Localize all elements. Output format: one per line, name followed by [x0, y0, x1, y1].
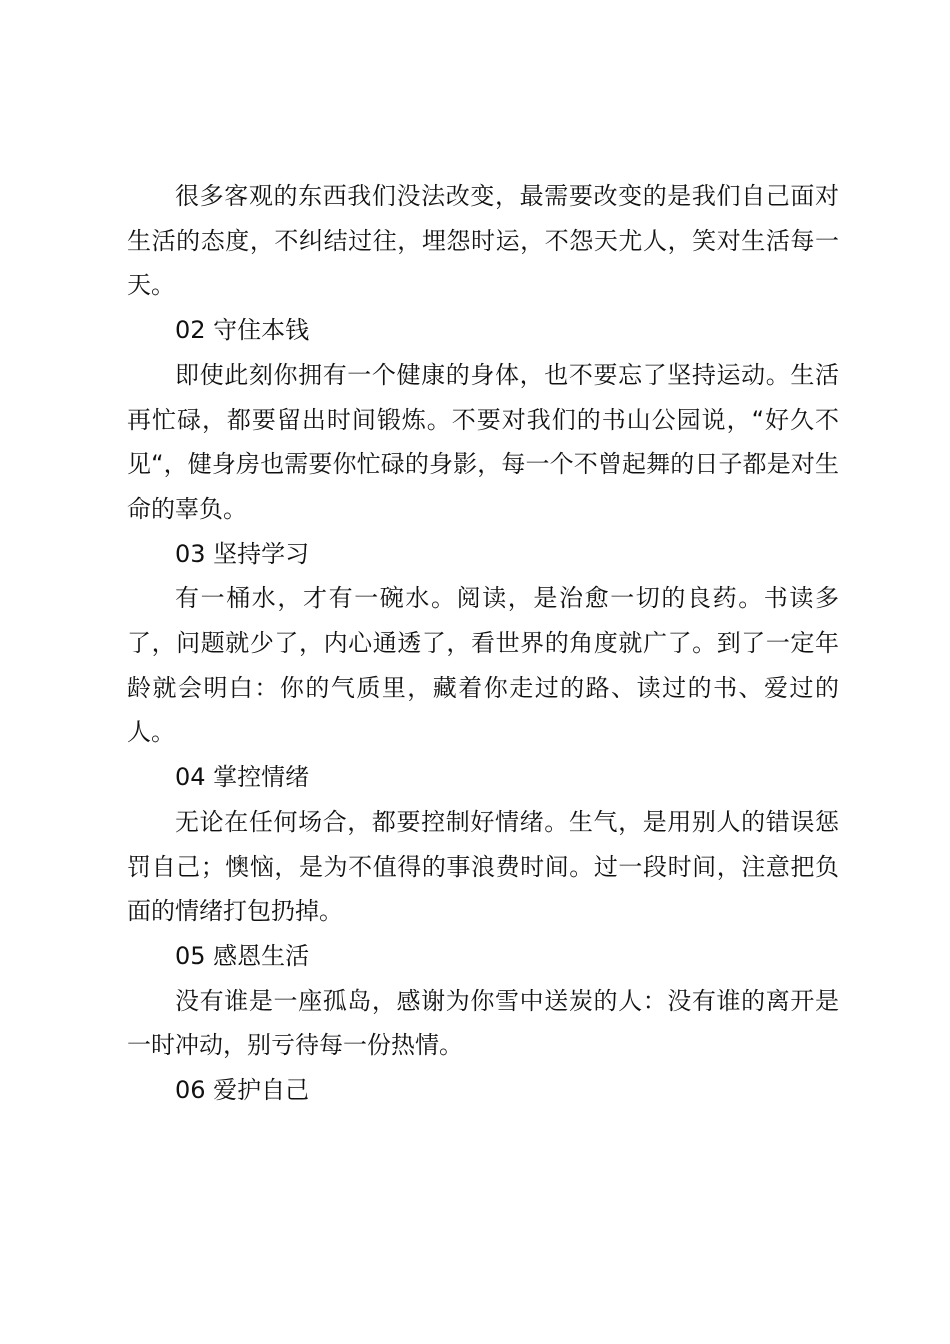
- paragraph: 有一桶水，才有一碗水。阅读，是治愈一切的良药。书读多了，问题就少了，内心通透了，看世界的角度就广了。到了一定年龄就会明白：你的气质里，藏着你走过的路、读过的书、爱过的人。: [127, 584, 839, 747]
- section-heading: 02 守住本钱: [175, 316, 310, 345]
- section-heading: 05 感恩生活: [175, 941, 310, 970]
- paragraph: 无论在任何场合，都要控制好情绪。生气，是用别人的错误惩罚自己；懊恼，是为不值得的事浪费时间。过一段时间，注意把负面的情绪打包扔掉。: [127, 807, 839, 926]
- paragraph: 很多客观的东西我们没法改变，最需要改变的是我们自己面对生活的态度，不纠结过往，埋怨时运，不怨天尤人，笑对生活每一天。: [127, 182, 839, 300]
- paragraph: 没有谁是一座孤岛，感谢为你雪中送炭的人：没有谁的离开是一时冲动，别亏待每一份热情。: [127, 986, 839, 1060]
- section-heading: 04 掌控情绪: [175, 763, 310, 792]
- paragraph: 即使此刻你拥有一个健康的身体，也不要忘了坚持运动。生活再忙碌，都要留出时间锻炼。不要对我们的书山公园说，“好久不见“，健身房也需要你忙碌的身影，每一个不曾起舞的日子都是对生命的辜负。: [127, 360, 839, 523]
- document-body: [127, 174, 839, 1113]
- section-heading: 03 坚持学习: [175, 539, 310, 568]
- section-heading: 06 爱护自己: [175, 1076, 310, 1105]
